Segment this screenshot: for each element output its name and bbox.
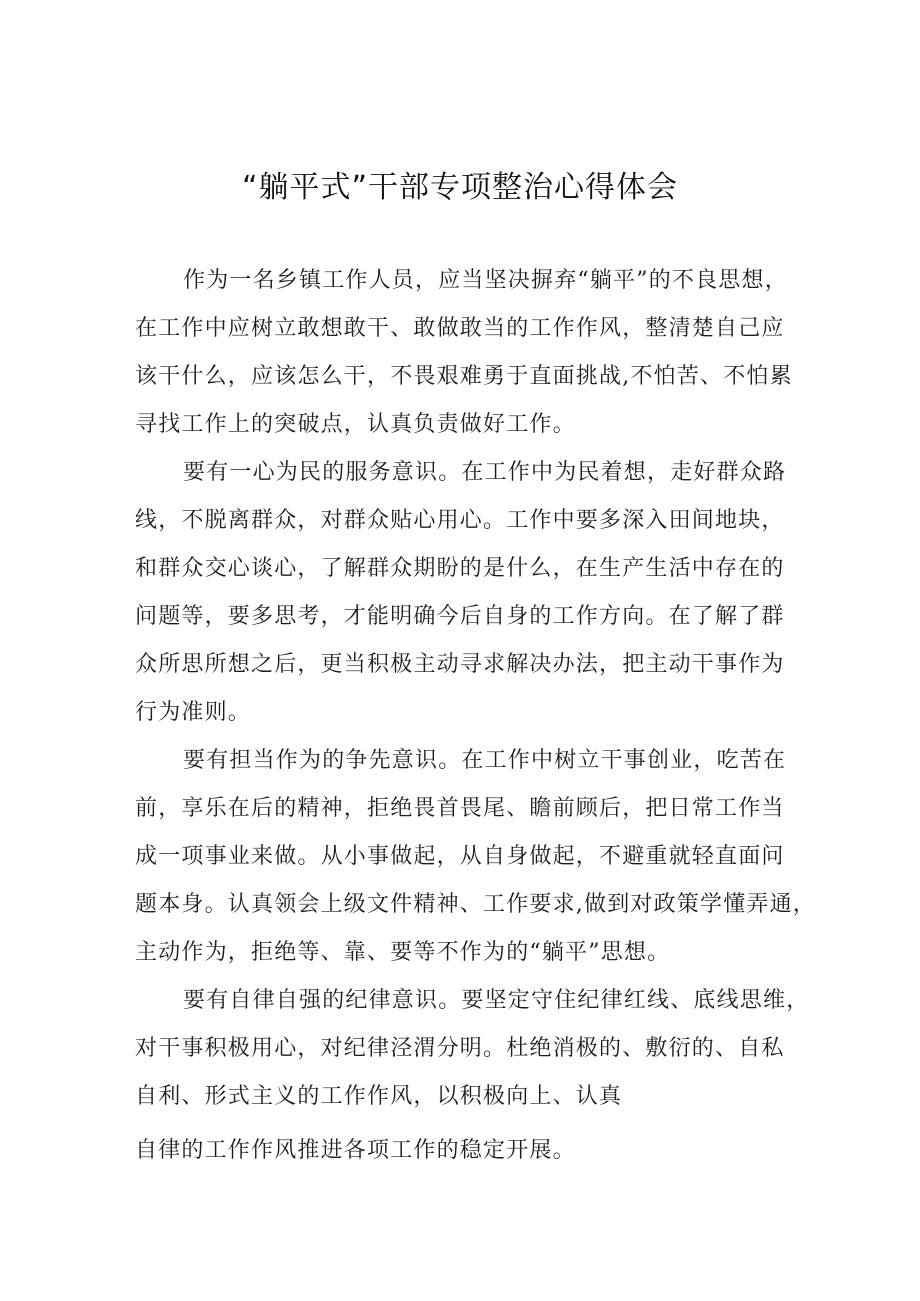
paragraph-3-line-4: 题本身。认真领会上级文件精神、工作要求,做到对政策学懂弄通， (135, 892, 816, 917)
paragraph-1-line-1: 作为一名乡镇工作人员，应当坚决摒弃“躺平”的不良思想， (183, 268, 788, 293)
paragraph-1-line-2: 在工作中应树立敢想敢干、敢做敢当的工作作风，整清楚自己应 (135, 316, 785, 341)
paragraph-3-line-2: 前，享乐在后的精神，拒绝畏首畏尾、瞻前顾后，把日常工作当 (135, 796, 785, 821)
paragraph-3-line-1: 要有担当作为的争先意识。在工作中树立干事创业，吃苦在 (183, 748, 787, 773)
paragraph-4-line-2: 对干事积极用心，对纪律泾渭分明。杜绝消极的、敷衍的、自私 (135, 1036, 785, 1061)
paragraph-4-line-3: 自利、形式主义的工作作风，以积极向上、认真 (135, 1084, 623, 1109)
paragraph-2-line-3: 和群众交心谈心，了解群众期盼的是什么，在生产生活中存在的 (135, 556, 785, 581)
paragraph-3-line-5: 主动作为，拒绝等、靠、要等不作为的“躺平”思想。 (135, 940, 671, 965)
paragraph-4-line-1: 要有自律自强的纪律意识。要坚定守住纪律红线、底线思维， (183, 988, 810, 1013)
paragraph-1-line-3: 该干什么，应该怎么干，不畏艰难勇于直面挑战,不怕苦、不怕累 (135, 364, 793, 389)
paragraph-2-line-4: 问题等，要多思考，才能明确今后自身的工作方向。在了解了群 (135, 604, 785, 629)
paragraph-2-line-2: 线，不脱离群众，对群众贴心用心。工作中要多深入田间地块， (135, 508, 785, 533)
paragraph-3-line-3: 成一项事业来做。从小事做起，从自身做起，不避重就轻直面问 (135, 844, 785, 869)
paragraph-1-line-4: 寻找工作上的突破点，认真负责做好工作。 (135, 412, 576, 437)
document-title: “躺平式”干部专项整治心得体会 (241, 170, 679, 205)
paragraph-2-line-6: 行为准则。 (135, 700, 252, 725)
paragraph-2-line-1: 要有一心为民的服务意识。在工作中为民着想，走好群众路 (183, 460, 787, 485)
paragraph-4-line-4: 自律的工作作风推进各项工作的稳定开展。 (135, 1138, 576, 1163)
paragraph-2-line-5: 众所思所想之后，更当积极主动寻求解决办法，把主动干事作为 (135, 652, 785, 677)
